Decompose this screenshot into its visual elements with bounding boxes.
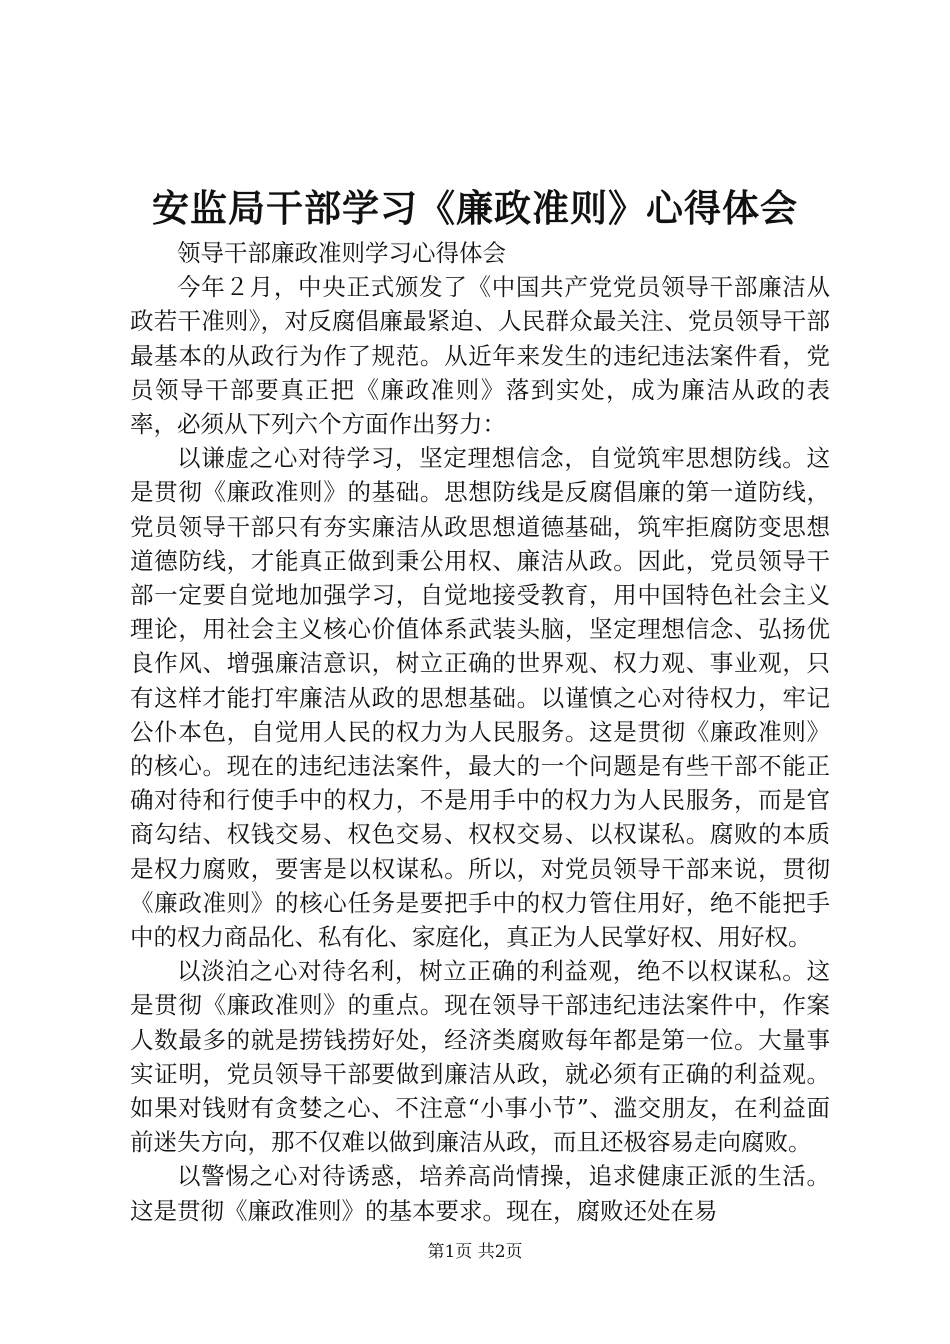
- paragraph-fame-profit: 以淡泊之心对待名利，树立正确的利益观，绝不以权谋私。这是贯彻《廉政准则》的重点。现在领导干部违纪违法案件中，作案人数最多的就是捞钱捞好处，经济类腐败每年都是第一位。大量事实证明，党员领导干部要做到廉洁从政，就必须有正确的利益观。如果对钱财有贪婪之心、不注意“小事小节”、滥交朋友，在利益面前迷失方向，那不仅难以做到廉洁从政，而且还极容易走向腐败。: [130, 957, 830, 1157]
- paragraph-subtitle: 领导干部廉政准则学习心得体会: [177, 239, 506, 267]
- paragraph-study: 以谦虚之心对待学习，坚定理想信念，自觉筑牢思想防线。这是贯彻《廉政准则》的基础。思想防线是反腐倡廉的第一道防线，党员领导干部只有夯实廉洁从政思想道德基础，筑牢拒腐防变思想道德防线，才能真正做到秉公用权、廉洁从政。因此，党员领导干部一定要自觉地加强学习，自觉地接受教育，用中国特色社会主义理论，用社会主义核心价值体系武装头脑，坚定理想信念、弘扬优良作风、增强廉洁意识，树立正确的世界观、权力观、事业观，只有这样才能打牢廉洁从政的思想基础。以谨慎之心对待权力，牢记公仆本色，自觉用人民的权力为人民服务。这是贯彻《廉政准则》的核心。现在的违纪违法案件，最大的一个问题是有些干部不能正确对待和行使手中的权力，不是用手中的权力为人民服务，而是官商勾结、权钱交易、权色交易、权权交易、以权谋私。腐败的本质是权力腐败，要害是以权谋私。所以，对党员领导干部来说，贯彻《廉政准则》的核心任务是要把手中的权力管住用好，绝不能把手中的权力商品化、私有化、家庭化，真正为人民掌好权、用好权。: [130, 444, 830, 952]
- document-title: 安监局干部学习《廉政准则》心得体会: [152, 186, 798, 230]
- paragraph-temptation: 以警惕之心对待诱惑，培养高尚情操，追求健康正派的生活。这是贯彻《廉政准则》的基本要求。现在，腐败还处在易: [130, 1162, 830, 1225]
- document-body: [130, 236, 830, 1228]
- paragraph-intro: 今年２月，中央正式颁发了《中国共产党党员领导干部廉洁从政若干准则》，对反腐倡廉最紧迫、人民群众最关注、党员领导干部最基本的从政行为作了规范。从近年来发生的违纪违法案件看，党员领导干部要真正把《廉政准则》落到实处，成为廉洁从政的表率，必须从下列六个方面作出努力：: [130, 273, 830, 439]
- page-footer: 第1页 共2页: [427, 1242, 523, 1262]
